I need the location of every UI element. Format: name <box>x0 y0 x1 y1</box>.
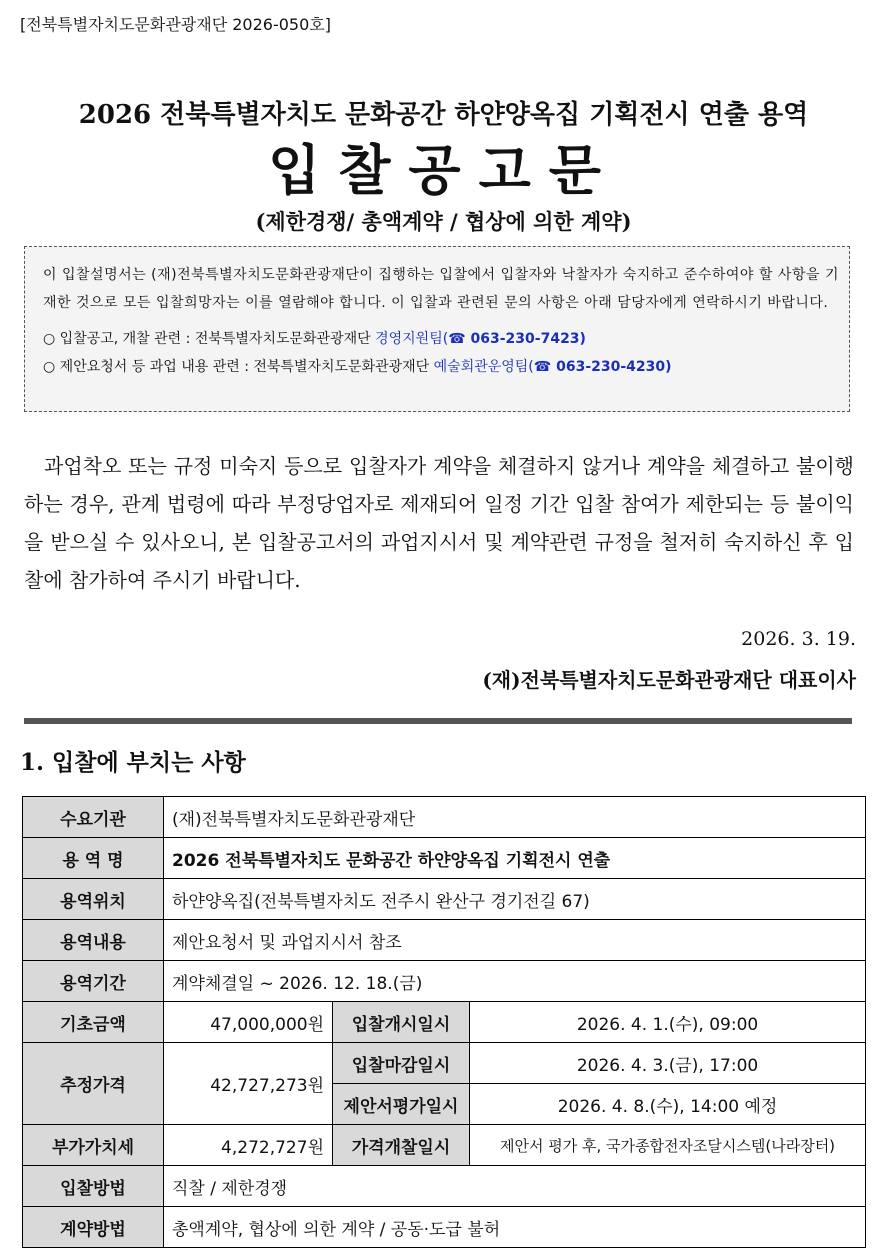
section-title: 1. 입찰에 부치는 사항 <box>20 749 246 776</box>
table-label: 기초금액 <box>23 1002 164 1043</box>
contact-line-1: ○ 입찰공고, 개찰 관련 : 전북특별자치도문화관광재단 경영지원팀(☎ 063-230-7423) <box>43 331 586 347</box>
table-value: 하얀양옥집(전북특별자치도 전주시 완산구 경기전길 67) <box>164 879 866 920</box>
table-value: 42,727,273원 <box>164 1043 333 1125</box>
table-value: 총액계약, 협상에 의한 계약 / 공동·도급 불허 <box>164 1207 866 1248</box>
bid-info-table <box>22 796 866 1248</box>
table-label: 수요기관 <box>23 797 164 838</box>
table-row <box>23 797 866 838</box>
contact-line-2: ○ 제안요청서 등 과업 내용 관련 : 전북특별자치도문화관광재단 예술회관운영팀(☎ 063-230-4230) <box>43 359 672 375</box>
table-row <box>23 1207 866 1248</box>
table-value: 2026. 4. 1.(수), 09:00 <box>470 1002 866 1043</box>
table-value: 4,272,727원 <box>164 1125 333 1166</box>
table-label: 입찰마감일시 <box>333 1043 470 1084</box>
phone-icon: ☎ <box>448 331 466 347</box>
table-value: 47,000,000원 <box>164 1002 333 1043</box>
issuer-organization: (재)전북특별자치도문화관광재단 대표이사 <box>482 668 856 692</box>
divider <box>24 718 852 724</box>
project-subtitle: 2026 전북특별자치도 문화공간 하얀양옥집 기획전시 연출 용역 <box>78 100 809 130</box>
table-row <box>23 1166 866 1207</box>
table-value: (재)전북특별자치도문화관광재단 <box>164 797 866 838</box>
info-intro: 이 입찰설명서는 (재)전북특별자치도문화관광재단이 집행하는 입찰에서 입찰자와 낙찰자가 숙지하고 준수하여야 할 사항을 기재한 것으로 모든 입찰희망자는 이를 열람해야 합니다. 이 입찰과 관련된 문의 사항은 아래 담당자에게 연락하시기 바랍니다. <box>43 267 839 311</box>
table-label: 계약방법 <box>23 1207 164 1248</box>
table-label: 입찰방법 <box>23 1166 164 1207</box>
page-title: 입찰공고문 <box>268 139 619 202</box>
table-label: 용역기간 <box>23 961 164 1002</box>
document-number: [전북특별자치도문화관광재단 2026-050호] <box>20 15 331 34</box>
table-label: 가격개찰일시 <box>333 1125 470 1166</box>
table-value: 제안서 평가 후, 국가종합전자조달시스템(나라장터) <box>470 1125 866 1166</box>
table-row <box>23 1125 866 1166</box>
info-box <box>24 246 850 412</box>
table-label: 용역위치 <box>23 879 164 920</box>
table-row <box>23 879 866 920</box>
table-row <box>23 838 866 879</box>
contract-type: (제한경쟁/ 총액계약 / 협상에 의한 계약) <box>255 209 632 234</box>
contact-phone-2: 063-230-4230) <box>551 359 672 375</box>
table-value: 제안요청서 및 과업지시서 참조 <box>164 920 866 961</box>
table-value: 2026. 4. 3.(금), 17:00 <box>470 1043 866 1084</box>
table-value: 2026 전북특별자치도 문화공간 하얀양옥집 기획전시 연출 <box>164 838 866 879</box>
table-label: 용 역 명 <box>23 838 164 879</box>
table-row <box>23 961 866 1002</box>
notice-paragraph: 과업착오 또는 규정 미숙지 등으로 입찰자가 계약을 체결하지 않거나 계약을 체결하고 불이행하는 경우, 관계 법령에 따라 부정당업자로 제재되어 일정 기간 입찰 참여가 제한되는 등 불이익을 받으실 수 있사오니, 본 입찰공고서의 과업지시서 및 계약관련 규정을 철저히 숙지하신 후 입찰에 참가하여 주시기 바랍니다. <box>24 454 854 592</box>
table-label: 제안서평가일시 <box>333 1084 470 1125</box>
contact-team-1: 경영지원팀( <box>375 331 449 347</box>
table-row <box>23 920 866 961</box>
table-label: 입찰개시일시 <box>333 1002 470 1043</box>
phone-icon: ☎ <box>533 359 552 375</box>
table-value: 직찰 / 제한경쟁 <box>164 1166 866 1207</box>
contact-team-2: 예술회관운영팀( <box>433 359 534 375</box>
contact-phone-1: 063-230-7423) <box>465 331 586 347</box>
table-label: 추정가격 <box>23 1043 164 1125</box>
table-value: 2026. 4. 8.(수), 14:00 예정 <box>470 1084 866 1125</box>
table-row <box>23 1043 866 1084</box>
issue-date: 2026. 3. 19. <box>741 628 856 650</box>
table-label: 부가가치세 <box>23 1125 164 1166</box>
table-value: 계약체결일 ~ 2026. 12. 18.(금) <box>164 961 866 1002</box>
table-label: 용역내용 <box>23 920 164 961</box>
